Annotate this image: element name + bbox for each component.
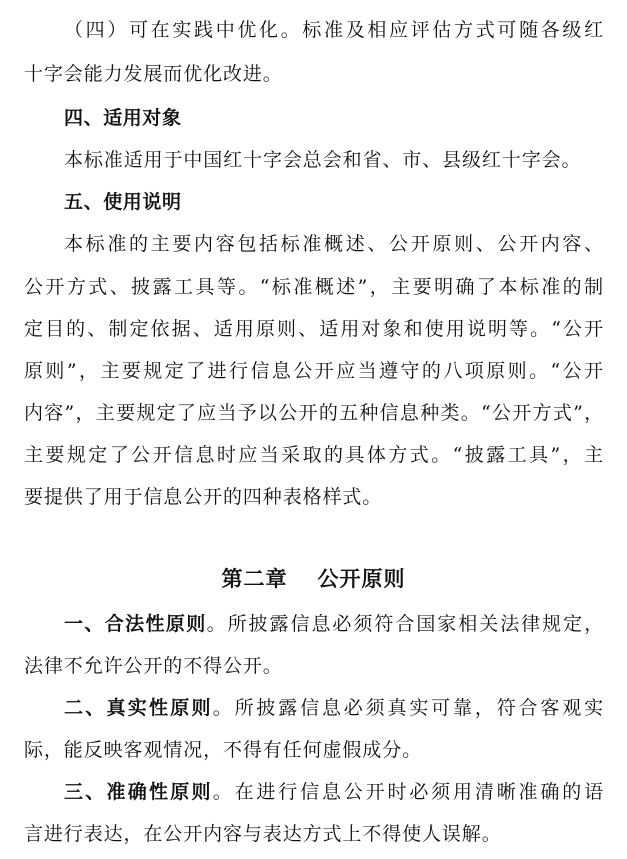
paragraph-line: 定目的、制定依据、适用原则、适用对象和使用说明等。“公开 (24, 318, 604, 340)
principle-line (64, 696, 604, 720)
principle-label: 二、真实性原则 (64, 697, 213, 719)
chapter-title (0, 566, 627, 592)
paragraph-line: 内容”，主要规定了应当予以公开的五种信息种类。“公开方式”， (24, 402, 604, 424)
paragraph-line: 本标准适用于中国红十字会总会和省、市、县级红十字会。 (64, 149, 582, 171)
paragraph-line: 本标准的主要内容包括标准概述、公开原则、公开内容、 (64, 233, 604, 255)
principle-text: 。在进行信息公开时必须用清晰准确的语 (212, 781, 604, 803)
paragraph-line: 原则”，主要规定了进行信息公开应当遵守的八项原则。“公开 (24, 360, 604, 382)
chapter-number: 第二章 (221, 567, 288, 591)
paragraph-line: 主要规定了公开信息时应当采取的具体方式。“披露工具”，主 (24, 444, 604, 466)
section-heading: 四、适用对象 (64, 107, 182, 129)
principle-text: 。所披露信息必须真实可靠，符合客观实 (212, 697, 604, 719)
paragraph-line: 公开方式、披露工具等。“标准概述”，主要明确了本标准的制 (24, 276, 604, 298)
principle-label: 三、准确性原则 (64, 781, 213, 803)
paragraph-line: 要提供了用于信息公开的四种表格样式。 (24, 486, 383, 508)
principle-line (64, 612, 604, 636)
principle-line (64, 780, 604, 804)
principle-text: 。所披露信息必须符合国家相关法律规定， (206, 613, 604, 635)
section-heading: 五、使用说明 (64, 191, 182, 213)
paragraph-line: 法律不允许公开的不得公开。 (24, 655, 283, 677)
paragraph-line: （四）可在实践中优化。标准及相应评估方式可随各级红 (64, 19, 604, 41)
chapter-name: 公开原则 (317, 567, 406, 591)
principle-label: 一、合法性原则 (64, 613, 207, 635)
paragraph-line: 言进行表达，在公开内容与表达方式上不得使人误解。 (24, 823, 502, 845)
paragraph-line: 际，能反映客观情况，不得有任何虚假成分。 (24, 739, 423, 761)
paragraph-line: 十字会能力发展而优化改进。 (24, 63, 283, 85)
